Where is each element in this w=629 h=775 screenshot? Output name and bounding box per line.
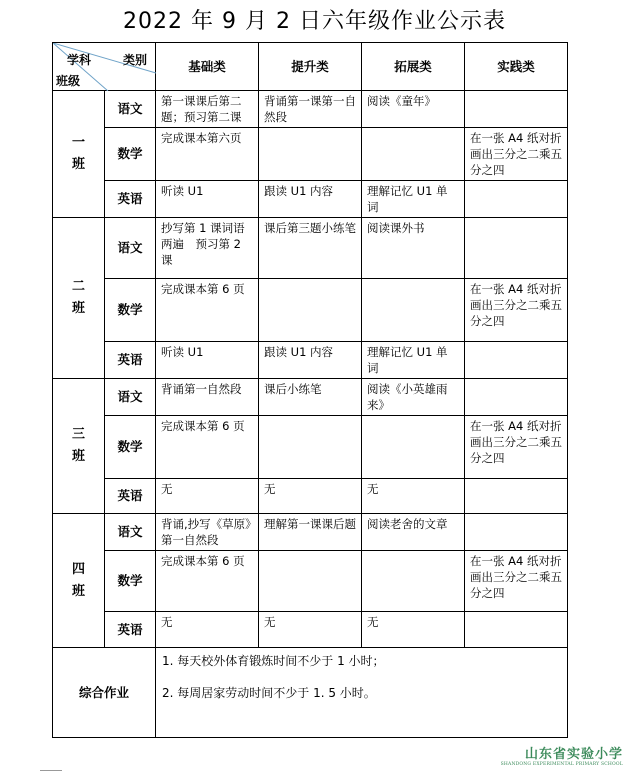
page-title: 2022 年 9 月 2 日六年级作业公示表 (123, 9, 506, 34)
homework-cell-basic: 背诵第一自然段 (156, 379, 259, 416)
summary-item: 2. 每周居家劳动时间不少于 1. 5 小时。 (162, 686, 376, 700)
table-row (53, 612, 568, 648)
table-row (53, 128, 568, 181)
homework-cell-basic: 无 (156, 479, 259, 514)
corner-label-subject: 学科 (67, 53, 92, 67)
homework-cell-basic: 完成课本第 6 页 (156, 279, 259, 342)
table-row (53, 514, 568, 551)
table-row (53, 181, 568, 218)
subject-cell: 数学 (105, 551, 156, 612)
homework-cell-extension (362, 279, 465, 342)
homework-cell-basic: 听读 U1 (156, 342, 259, 379)
homework-cell-advanced: 无 (259, 479, 362, 514)
subject-cell: 英语 (105, 479, 156, 514)
homework-cell-practice: 在一张 A4 纸对折画出三分之二乘五分之四 (465, 279, 568, 342)
homework-cell-basic: 第一课课后第二题；预习第二课 (156, 91, 259, 128)
homework-cell-basic: 背诵,抄写《草原》第一自然段 (156, 514, 259, 551)
class-name-cell: 一 班 (53, 91, 105, 218)
subject-cell: 数学 (105, 279, 156, 342)
subject-cell: 数学 (105, 416, 156, 479)
homework-cell-advanced: 课后第三题小练笔 (259, 218, 362, 279)
homework-cell-extension (362, 416, 465, 479)
homework-cell-extension: 无 (362, 479, 465, 514)
homework-cell-extension: 无 (362, 612, 465, 648)
homework-cell-advanced: 课后小练笔 (259, 379, 362, 416)
school-logo-name: 山东省实验小学 (524, 747, 623, 762)
subject-cell: 语文 (105, 514, 156, 551)
class-name-cell: 三 班 (53, 379, 105, 514)
column-header-practice: 实践类 (465, 43, 568, 91)
homework-cell-basic: 抄写第 1 课词语两遍 预习第 2 课 (156, 218, 259, 279)
homework-cell-practice (465, 479, 568, 514)
homework-cell-practice (465, 181, 568, 218)
homework-cell-advanced: 跟读 U1 内容 (259, 342, 362, 379)
homework-cell-practice: 在一张 A4 纸对折画出三分之二乘五分之四 (465, 128, 568, 181)
homework-cell-extension (362, 128, 465, 181)
table-row (53, 479, 568, 514)
homework-cell-advanced (259, 416, 362, 479)
subject-cell: 数学 (105, 128, 156, 181)
summary-label: 综合作业 (53, 648, 156, 738)
homework-cell-extension: 理解记忆 U1 单词 (362, 342, 465, 379)
homework-cell-practice: 在一张 A4 纸对折画出三分之二乘五分之四 (465, 416, 568, 479)
subject-cell: 英语 (105, 612, 156, 648)
subject-cell: 语文 (105, 218, 156, 279)
footer-rule (40, 770, 62, 771)
homework-cell-advanced (259, 551, 362, 612)
homework-cell-advanced: 背诵第一课第一自然段 (259, 91, 362, 128)
table-row (53, 416, 568, 479)
class-name-cell: 二 班 (53, 218, 105, 379)
homework-cell-practice (465, 342, 568, 379)
homework-cell-basic: 完成课本第六页 (156, 128, 259, 181)
homework-cell-extension: 阅读《小英雄雨来》 (362, 379, 465, 416)
table-row (53, 91, 568, 128)
homework-cell-practice (465, 91, 568, 128)
homework-cell-extension: 阅读老舍的文章 (362, 514, 465, 551)
table-row (53, 279, 568, 342)
homework-cell-practice: 在一张 A4 纸对折画出三分之二乘五分之四 (465, 551, 568, 612)
homework-cell-extension (362, 551, 465, 612)
homework-cell-extension: 阅读课外书 (362, 218, 465, 279)
homework-cell-advanced (259, 128, 362, 181)
homework-cell-advanced: 跟读 U1 内容 (259, 181, 362, 218)
homework-cell-basic: 完成课本第 6 页 (156, 551, 259, 612)
homework-cell-basic: 无 (156, 612, 259, 648)
class-name-cell: 四 班 (53, 514, 105, 648)
summary-content (156, 648, 568, 738)
homework-cell-extension: 阅读《童年》 (362, 91, 465, 128)
header-corner-cell (53, 43, 156, 91)
corner-label-class: 班级 (56, 74, 81, 88)
summary-item: 1. 每天校外体育锻炼时间不少于 1 小时； (162, 654, 385, 668)
column-header-advanced: 提升类 (259, 43, 362, 91)
subject-cell: 英语 (105, 181, 156, 218)
table-row (53, 342, 568, 379)
table-row (53, 218, 568, 279)
homework-cell-extension: 理解记忆 U1 单词 (362, 181, 465, 218)
school-logo-english: SHANDONG EXPERIMENTAL PRIMARY SCHOOL (500, 762, 623, 767)
homework-cell-basic: 听读 U1 (156, 181, 259, 218)
school-logo (501, 748, 623, 768)
table-row (53, 379, 568, 416)
column-header-extension: 拓展类 (362, 43, 465, 91)
subject-cell: 语文 (105, 379, 156, 416)
corner-label-category: 类别 (122, 53, 147, 67)
homework-cell-practice (465, 218, 568, 279)
subject-cell: 语文 (105, 91, 156, 128)
homework-cell-practice (465, 612, 568, 648)
homework-cell-advanced: 无 (259, 612, 362, 648)
homework-cell-practice (465, 379, 568, 416)
table-row (53, 551, 568, 612)
column-header-basic: 基础类 (156, 43, 259, 91)
homework-cell-advanced (259, 279, 362, 342)
subject-cell: 英语 (105, 342, 156, 379)
homework-cell-advanced: 理解第一课课后题 (259, 514, 362, 551)
homework-table (52, 42, 568, 738)
homework-cell-basic: 完成课本第 6 页 (156, 416, 259, 479)
homework-cell-practice (465, 514, 568, 551)
